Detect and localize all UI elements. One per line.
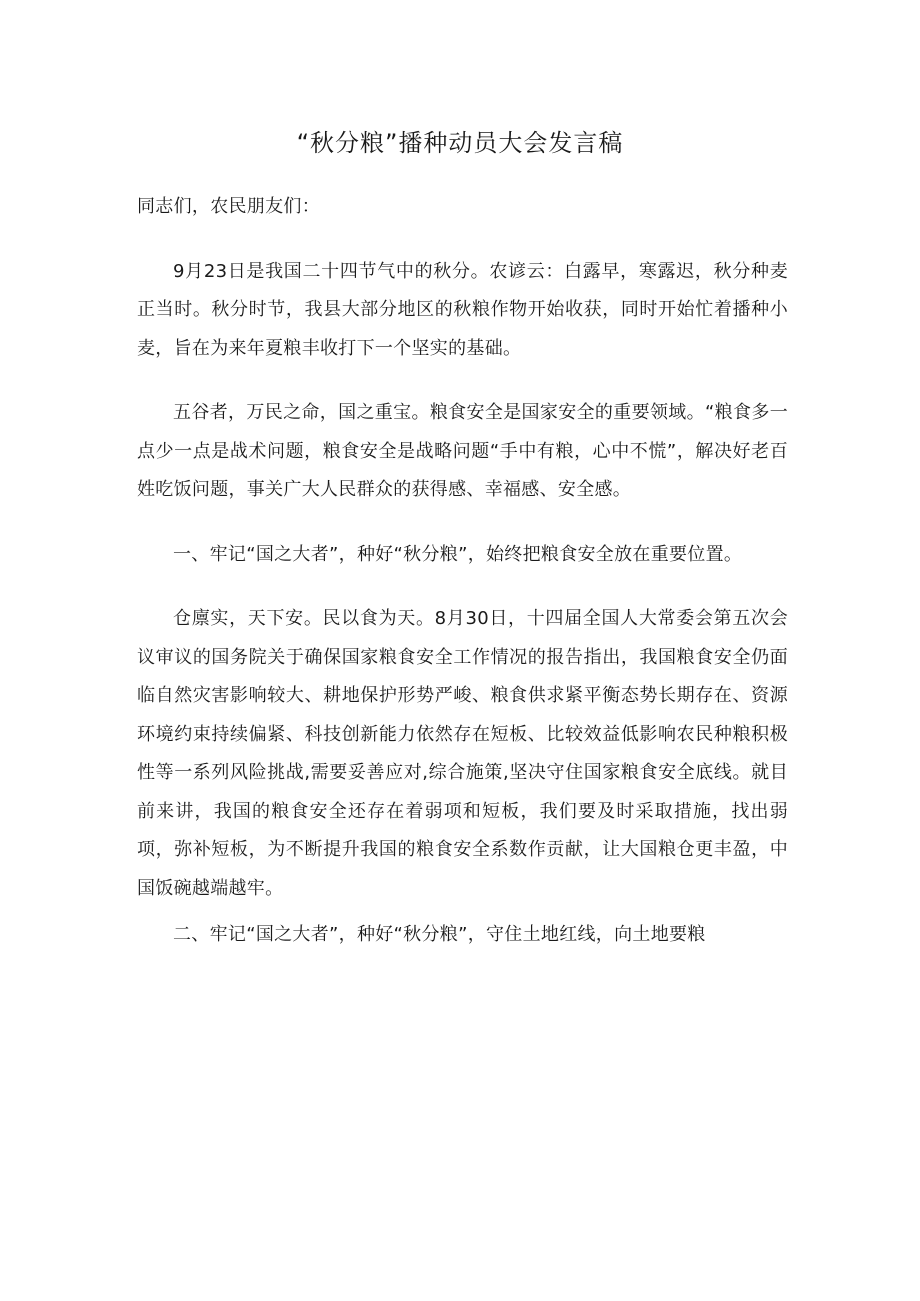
salutation: 同志们，农民朋友们： <box>137 196 320 217</box>
document-title: “秋分粮”播种动员大会发言稿 <box>296 129 624 157</box>
document-body <box>137 188 788 981</box>
paragraph-granary: 仓廪实，天下安。民以食为天。8月30日，十四届全国人大常委会第五次会议审议的国务院关于确保国家粮食安全工作情况的报告指出，我国粮食安全仍面临自然灾害影响较大、耕地保护形势严峻、粮食供求紧平衡态势长期存在、资源环境约束持续偏紧、科技创新能力依然存在短板、比较效益低影响农民种粮积极性等一系列风险挑战,需要妥善应对,综合施策,坚决守住国家粮食安全底线。就目前来讲，我国的粮食安全还存在着弱项和短板，我们要及时采取措施，找出弱项，弥补短板，为不断提升我国的粮食安全系数作贡献，让大国粮仓更丰盈，中国饭碗越端越牢。 <box>137 608 788 899</box>
section-heading-two: 二、牢记“国之大者”，种好“秋分粮”，守住土地红线，向土地要粮 <box>173 924 706 945</box>
paragraph-autumn-equinox: 9月23日是我国二十四节气中的秋分。农谚云：白露早，寒露迟，秋分种麦正当时。秋分时节，我县大部分地区的秋粮作物开始收获，同时开始忙着播种小麦，旨在为来年夏粮丰收打下一个坚实的基础。 <box>137 260 788 359</box>
paragraph-grain-security: 五谷者，万民之命，国之重宝。粮食安全是国家安全的重要领域。“粮食多一点少一点是战术问题，粮食安全是战略问题“手中有粮，心中不慌”，解决好老百姓吃饭问题，事关广大人民群众的获得感、幸福感、安全感。 <box>137 402 788 500</box>
section-heading-one: 一、牢记“国之大者”，种好“秋分粮”，始终把粮食安全放在重要位置。 <box>173 543 743 565</box>
